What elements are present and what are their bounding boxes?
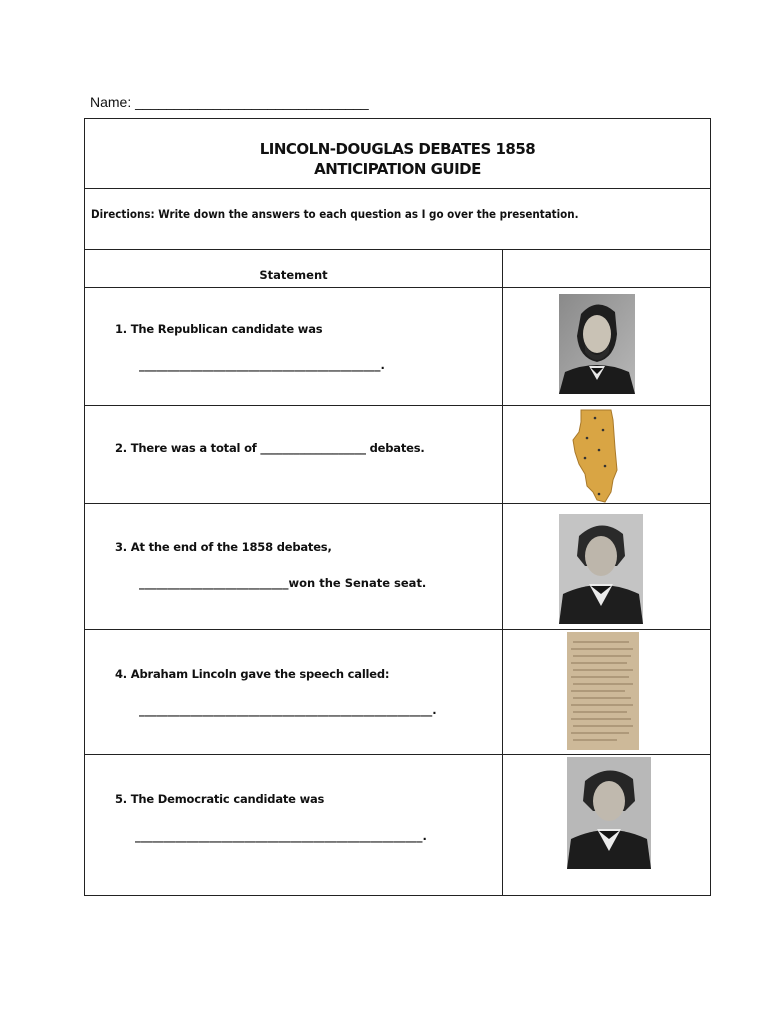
answer-blank-1[interactable]: __________________________________________. (139, 358, 385, 372)
title-line-2: ANTICIPATION GUIDE (314, 160, 481, 178)
directions: Directions: Write down the answers to each question as I go over the presentation. (85, 189, 710, 250)
name-field[interactable]: Name: ______________________________ (90, 94, 369, 110)
table-header-row (85, 250, 710, 288)
title-line-1: LINCOLN-DOUGLAS DEBATES 1858 (259, 140, 536, 158)
table-row (85, 504, 710, 630)
question-1: 1. The Republican candidate was (115, 322, 323, 336)
table-row (85, 755, 710, 896)
table-row (85, 406, 710, 504)
table-row (85, 630, 710, 755)
lincoln-portrait-image (559, 294, 635, 394)
douglas-portrait-image (559, 514, 643, 624)
worksheet-table (84, 118, 711, 896)
statement-column-header: Statement (259, 268, 328, 282)
question-4: 4. Abraham Lincoln gave the speech called: (115, 667, 390, 681)
title-block (85, 119, 710, 189)
table-row (85, 288, 710, 406)
question-5: 5. The Democratic candidate was (115, 792, 325, 806)
handwritten-manuscript-image (567, 632, 639, 750)
question-3: 3. At the end of the 1858 debates, (115, 540, 332, 554)
illinois-map-image (571, 408, 623, 504)
answer-blank-5[interactable]: __________________________________________________. (135, 829, 427, 843)
question-2: 2. There was a total of ___________________ debates. (115, 441, 425, 455)
answer-blank-3[interactable]: __________________________won the Senate seat. (139, 576, 427, 590)
answer-blank-4[interactable]: ___________________________________________________. (139, 703, 437, 717)
douglas-portrait-image (567, 757, 651, 869)
